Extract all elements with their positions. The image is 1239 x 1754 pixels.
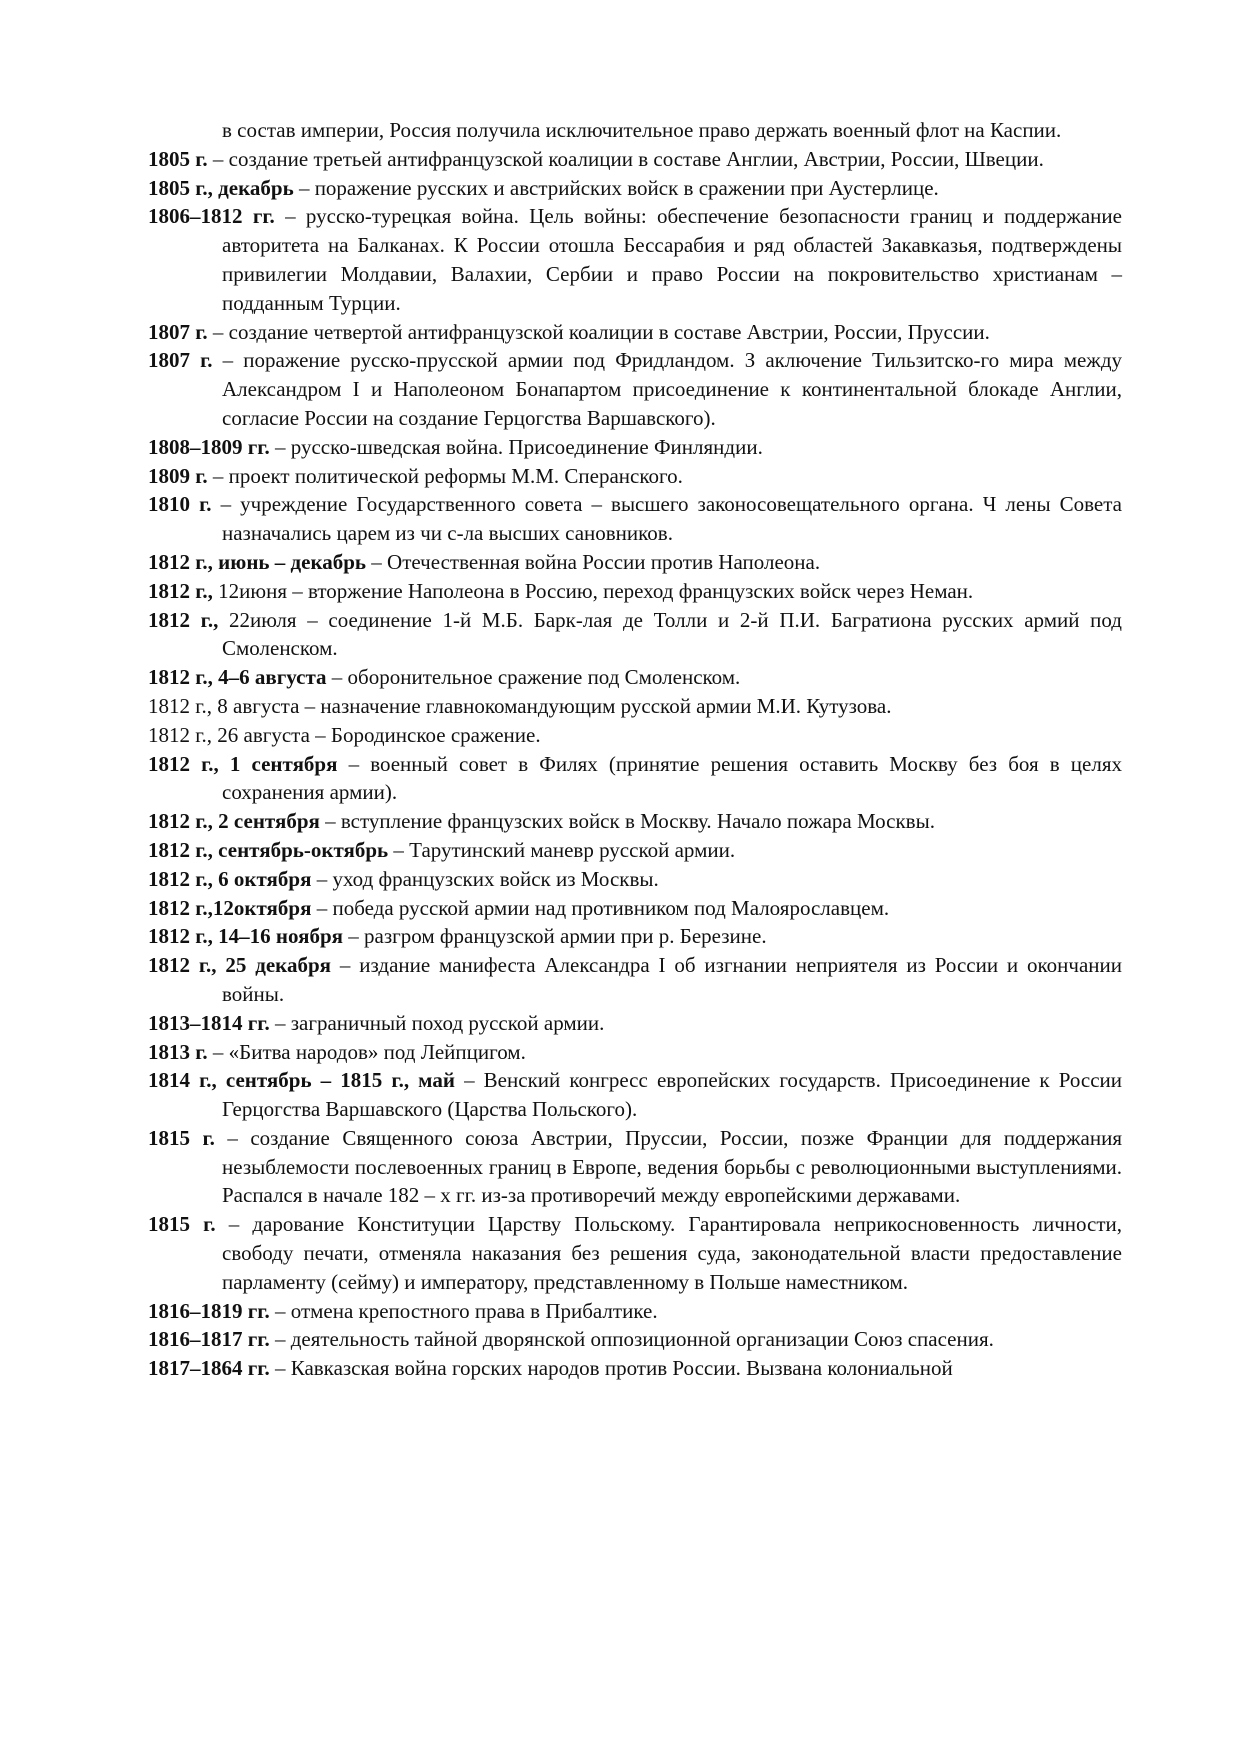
entry-date: 1812 г., 25 декабря	[148, 953, 332, 978]
entry-text: – создание четвертой антифранцузской коалиции в составе Австрии, России, Пруссии.	[207, 319, 990, 344]
entry-date: 1806–1812 гг.	[148, 204, 275, 229]
entry-date: 1809 г.	[148, 463, 208, 488]
entry-date: 1816–1819 гг.	[148, 1298, 270, 1323]
entry-text: – «Битва народов» под Лейпцигом.	[207, 1039, 526, 1064]
entry-text: – назначение главнокомандующим русской армии М.И. Кутузова.	[299, 693, 892, 718]
entry-text: – дарование Конституции Царству Польскому. Гарантировала неприкосновенность личности, свободу печати, отменяла наказания без решения суда, законодательной власти предоставление парламенту (сейму) и императору, представленному в Польше наместником.	[215, 1212, 1123, 1294]
entry-date: 1812 г., 26 августа	[148, 722, 310, 747]
document-page	[148, 116, 1122, 1383]
entry-date: 1812 г., 6 октября	[148, 866, 312, 891]
chronology-entry	[148, 1297, 1122, 1326]
entry-date: 1815 г.	[148, 1125, 215, 1150]
entry-text: – отмена крепостного права в Прибалтике.	[269, 1298, 658, 1323]
entry-date: 1805 г.	[148, 146, 208, 171]
chronology-entry	[148, 1009, 1122, 1038]
entry-text: – поражение русских и австрийских войск в сражении при Аустерлице.	[293, 175, 939, 200]
entry-text: – Отечественная война России против Наполеона.	[366, 549, 821, 574]
chronology-entry	[148, 1210, 1122, 1296]
chronology-entry	[148, 577, 1122, 606]
entry-date: 1812 г., 2 сентября	[148, 809, 320, 834]
entry-text: – разгром французской армии при р. Березине.	[343, 924, 767, 949]
entry-date: 1808–1809 гг.	[148, 434, 270, 459]
entry-date: 1812 г.,12октября	[148, 895, 312, 920]
chronology-entry	[148, 433, 1122, 462]
chronology-entry	[148, 202, 1122, 317]
chronology-entry	[148, 894, 1122, 923]
entry-text: – Венский конгресс европейских государств. Присоединение к России Герцогства Варшавского (Царства Польского).	[222, 1068, 1122, 1122]
chronology-entry	[148, 1066, 1122, 1124]
entry-date: 1807 г.	[148, 319, 208, 344]
entry-date: 1814 г., сентябрь – 1815 г., май	[148, 1068, 455, 1093]
chronology-entry	[148, 922, 1122, 951]
entry-date: 1807 г.	[148, 348, 213, 373]
chronology-entry	[148, 807, 1122, 836]
entry-text: – создание Священного союза Австрии, Пруссии, России, позже Франции для поддержания незыблемости послевоенных границ в Европе, ведения борьбы с революционными выступлениями. Распался в начале 182 – х гг. из-за противоречий между европейскими державами.	[214, 1125, 1122, 1208]
entry-date: 1817–1864 гг.	[148, 1356, 270, 1381]
entry-date: 1813 г.	[148, 1039, 208, 1064]
entry-date: 1812 г., сентябрь-октябрь	[148, 837, 389, 862]
chronology-entry	[148, 1124, 1122, 1210]
entry-text: – заграничный поход русской армии.	[269, 1010, 605, 1035]
chronology-entry	[148, 721, 1122, 750]
entry-date: 1812 г., июнь – декабрь	[148, 549, 367, 574]
entry-text: – Бородинское сражение.	[309, 722, 541, 747]
entry-text: 22июля – соединение 1-й М.Б. Барк-лая де Толли и 2-й П.И. Багратиона русских армий под Смоленском.	[218, 607, 1122, 661]
entry-text: – военный совет в Филях (принятие решения оставить Москву без боя в целях сохранения армии).	[222, 751, 1122, 805]
entry-text: – Тарутинский маневр русской армии.	[388, 837, 736, 862]
entry-date: 1816–1817 гг.	[148, 1327, 270, 1352]
entry-text: – русско-турецкая война. Цель войны: обеспечение безопасности границ и поддержание авторитета на Балканах. К России отошла Бессарабия и ряд областей Закавказья, подтверждены привилегии Молдавии, Валахии, Сербии и право России на покровительство христианам – подданным Турции.	[222, 204, 1122, 315]
chronology-entry	[148, 462, 1122, 491]
chronology-entry	[148, 346, 1122, 432]
entry-date: 1815 г.	[148, 1212, 216, 1237]
chronology-entry	[148, 490, 1122, 548]
chronology-entry	[148, 692, 1122, 721]
chronology-entry	[148, 951, 1122, 1009]
entry-date: 1810 г.	[148, 492, 212, 517]
entry-text: – русско-шведская война. Присоединение Финляндии.	[269, 434, 763, 459]
chronology-entry	[148, 836, 1122, 865]
entry-date: 1812 г.,	[148, 607, 219, 632]
chronology-entry	[148, 865, 1122, 894]
entry-text: – создание третьей антифранцузской коалиции в составе Англии, Австрии, России, Швеции.	[207, 146, 1044, 171]
entry-text: 12июня – вторжение Наполеона в Россию, переход французских войск через Неман.	[212, 578, 974, 603]
entry-date: 1812 г., 1 сентября	[148, 751, 338, 776]
entry-date: 1812 г., 4–6 августа	[148, 665, 327, 690]
chronology-entry	[148, 1354, 1122, 1383]
entry-text: – поражение русско-прусской армии под Фридландом. З аключение Тильзитско-го мира между Александром I и Наполеоном Бонапартом присоединение к континентальной блокаде Англии, согласие России на создание Герцогства Варшавского).	[212, 348, 1123, 430]
chronology-entry	[148, 116, 1122, 145]
entry-text: – вступление французских войск в Москву. Начало пожара Москвы.	[319, 809, 935, 834]
chronology-entry	[148, 548, 1122, 577]
entry-text: в состав империи, Россия получила исключительное право держать военный флот на Каспии.	[222, 118, 1062, 142]
chronology-entry	[148, 318, 1122, 347]
entry-date: 1805 г., декабрь	[148, 175, 294, 200]
chronology-entry	[148, 750, 1122, 808]
chronology-entry	[148, 174, 1122, 203]
chronology-entry	[148, 663, 1122, 692]
entry-date: 1812 г.,	[148, 578, 213, 603]
entry-text: – оборонительное сражение под Смоленском.	[326, 665, 741, 690]
chronology-entry	[148, 145, 1122, 174]
entry-text: – Кавказская война горских народов против России. Вызвана колониальной	[269, 1356, 953, 1381]
entry-date: 1812 г., 14–16 ноября	[148, 924, 344, 949]
entry-text: – победа русской армии над противником под Малоярославцем.	[311, 895, 890, 920]
entry-text: – учреждение Государственного совета – высшего законосовещательного органа. Ч лены Совета назначались царем из чи с-ла высших сановников.	[211, 492, 1122, 546]
entry-text: – издание манифеста Александра I об изгнании неприятеля из России и окончании войны.	[222, 953, 1122, 1006]
entry-date: 1813–1814 гг.	[148, 1010, 270, 1035]
chronology-entry	[148, 606, 1122, 664]
entry-text: – деятельность тайной дворянской оппозиционной организации Союз спасения.	[269, 1327, 994, 1352]
entry-text: – уход французских войск из Москвы.	[311, 866, 659, 891]
chronology-entry	[148, 1325, 1122, 1354]
entry-date: 1812 г., 8 августа	[148, 693, 300, 718]
chronology-entry	[148, 1038, 1122, 1067]
entry-text: – проект политической реформы М.М. Сперанского.	[207, 463, 683, 488]
